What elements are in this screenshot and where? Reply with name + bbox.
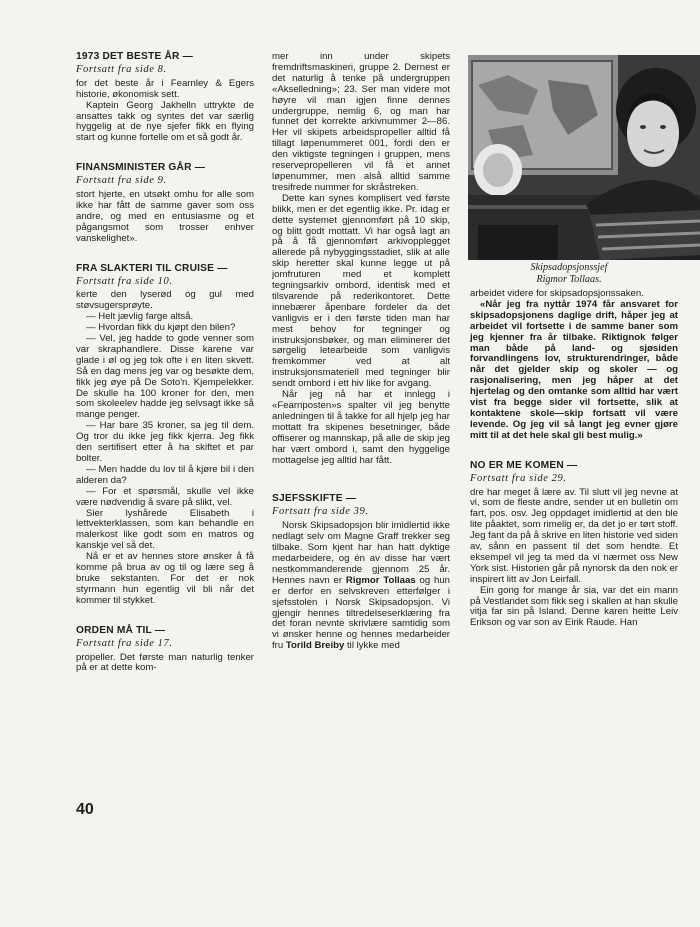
column-left [76,52,254,674]
paragraph: — Hvordan fikk du kjøpt den bilen? [86,322,236,334]
paragraph: Ein gong for mange år sia, var det ein mann på Vestlandet som fikk seg i skallen at han skulle vitja far sin på Island. Denne karen heitte Leiv Erikson og var son av Eirik Raude. Han [470,584,678,629]
paragraph: — Har bare 35 kroner, sa jeg til dem. Og tror du ikke jeg fikk kjerra. Jeg fikk den sertifisert etter å ha skiftet et par bolter. [76,420,254,464]
paragraph: stort hjerte, en utsøkt omhu for alle som ikke har fått de samme gaver som oss andre, og med en entusiasme og et pågangsmot som trosser enhver vanskelighet». [76,189,254,244]
paragraph: mer inn under skipets fremdriftsmaskineri, gruppe 2. Dernest er det naturlig å tenke på undergruppen «Akselledning»; 23. Ser man videre mot høyre vil man igjen finne dennes undergruppe, nemlig 6, og man har funnet det korrekte arkivnummer 2—86. Her vil skipets arbeidspropeller alltid få tillagt løpenummeret 001, fordi den er den viktigste tegningen i gruppen, mens reservepropelleren vil få et annet løpenummer, men alså alltid samme tresifrede nummer for skråstreken. [272,51,450,193]
section-heading: 1973 DET BESTE ÅR — [76,51,194,62]
section-heading: SJEFSSKIFTE — [272,493,357,505]
paragraph-text: Norsk Skipsadopsjon blir imidlertid ikke nedlagt selv om Magne Graff trekker seg tilbake. Som kjent har han hatt dyktige medarbeidere, og én av disse har vært nestkommanderende gjennom 25 år. Hennes navn er [272,520,450,586]
quote-paragraph: «Når jeg fra nyttår 1974 får ansvaret for skipsadopsjonens daglige drift, håper jeg at arbeidet vil fortsette i de samme baner som jeg kjenner fra år tilbake. Riktignok følger man både på land- og sjøsiden forvandlingens lov, strukturendringer, både når det gjelder skip og skoler — og rasjonalisering, men jeg håper at det hjertelag og den omtanke som alltid har vært vist fra begge sider vil fortsette, slik at kontaktene skole—skip fortsatt vil være levende. Og jeg vil så langt jeg evner gjøre mitt til at det hele skal gli best mulig.» [470,298,678,441]
paragraph: Kaptein Georg Jakhelln uttrykte de ansattes takk og syntes det var særlig hyggelig at de nye sjefer fikk en flying start og kunne fortelle om et så godt år. [76,99,254,144]
continued-note: Fortsatt fra side 8. [76,63,167,75]
paragraph: kerte den lyserød og gul med støvsugersprøyte. [76,289,254,312]
person-name: Torild Breiby [285,640,345,652]
section-heading: FRA SLAKTERI TIL CRUISE — [76,262,228,274]
portrait-image [468,55,700,260]
paragraph: arbeidet videre for skipsadopsjonssaken. [470,288,644,299]
continued-note: Fortsatt fra side 9. [76,175,167,187]
continued-note: Fortsatt fra side 39. [272,506,369,518]
column-middle [272,52,450,652]
section-heading: NO ER ME KOMEN — [470,459,578,471]
paragraph: — Helt jævlig farge altså. [86,311,194,323]
paragraph-text: og hun er derfor en selvskreven etterfølger i sjefsstolen i Norsk Skipsadopsjon. Vi gjengir hennes tiltredelseserklæring fra det foran nevnte skrivlære samtidig som vi ønsker henne og hennes medarbeider fru [272,574,451,652]
paragraph: Sier lyshårede Elisabeth i lettvekterklassen, som kan behandle en malerkost like godt som en matros og kanskje vel så det. [76,507,254,552]
paragraph: for det beste år i Fearnley & Egers historie, økonomisk sett. [76,77,254,100]
paragraph: — For et spørsmål, skulle vel ikke være nødvendig å svare på slikt, vel. [76,485,254,508]
section-heading: FINANSMINISTER GÅR — [76,162,206,174]
paragraph: Nå er et av hennes store ønsker å få komme på brua av og til og lære seg å bruke sekstanten. For det er nok styrmann hun egentlig vil bli når det kommer til stykket. [76,551,254,606]
photo-caption [468,262,670,286]
paragraph: — Vel, jeg hadde to gode venner som var skraphandlere. Disse karene var glade i øl og jeg tok ofte i en liten skvett. Så en dag mens jeg var og besøkte dem, fikk jeg øye på De Soto'n. Kjempelekker. De skulle ha 100 kroner for den, men som skoleelev hadde jeg selvsagt ikke så mange penger. [76,333,254,421]
caption-line: Rigmor Tollaas. [536,274,602,285]
paragraph: Dette kan synes komplisert ved første blikk, men er det egentlig ikke. Pr. idag er dette systemet gjennomført på 10 skip, og blitt godt mottatt. Vi har også lagt an på å få gjennomført arkivopplegget allerede på nybyggingsstadiet, slik at alle skip heretter skal kunne legge ut på jomfruturen med et komplett tegningsarkiv ombord, identisk med et tilsvarende på rederikontoret. Dette innebærer åpenbare fordeler da det vanligvis er i den første tiden man har mest behov for tegninger og instruksjonsbøker, og man eliminerer det sørgelig letearbeide som vanligvis fremkommer ved at alt instruksjonsmateriell med tegninger blir sendt ombord i ett hiv like for avgang. [272,192,450,390]
paragraph [272,521,450,652]
paragraph: propeller. Det første man naturlig tenker på er at dette kom- [76,651,254,674]
continued-note: Fortsatt fra side 10. [76,275,173,287]
caption-line: Skipsadopsjonssjef [530,262,608,273]
section-heading: ORDEN MÅ TIL — [76,624,166,636]
continued-note: Fortsatt fra side 17. [76,637,173,649]
column-right [470,289,678,629]
paragraph-text: til lykke med [347,640,400,652]
paragraph: — Men hadde du lov til å kjøre bil i den alderen da? [76,463,254,486]
paragraph: dre har meget å lære av. Til slutt vil jeg nevne at vi, som de fleste andre, sender ut en bulletin om fart, pos. osv. Jeg oppdaget imidlertid at den ble lite påaktet, som rimelig er, da det jo er tørt stoff. Jeg fant da på å skrive en liten historie ved siden av, sånn en passent til det som hendte. Et eksempel vil jeg ta med da vi nærmet oss New York sist. Historien går på nynorsk da den nok er inspirert litt av Jon Leirfall. [470,486,678,585]
continued-note: Fortsatt fra side 29. [470,472,567,484]
person-name: Rigmor Tollaas [345,574,416,586]
paragraph: Når jeg nå har et innlegg i «Fearnposten»s spalter vil jeg benytte anledningen til å takke for all hjelp jeg har mottatt fra skipenes besetninger, både offiserer og mannskap, på alle de skip jeg har vært ombord i, samt den hyggelige mottagelse jeg alltid har fått. [272,389,450,466]
portrait-photo [468,55,700,260]
page-number: 40 [76,801,94,818]
